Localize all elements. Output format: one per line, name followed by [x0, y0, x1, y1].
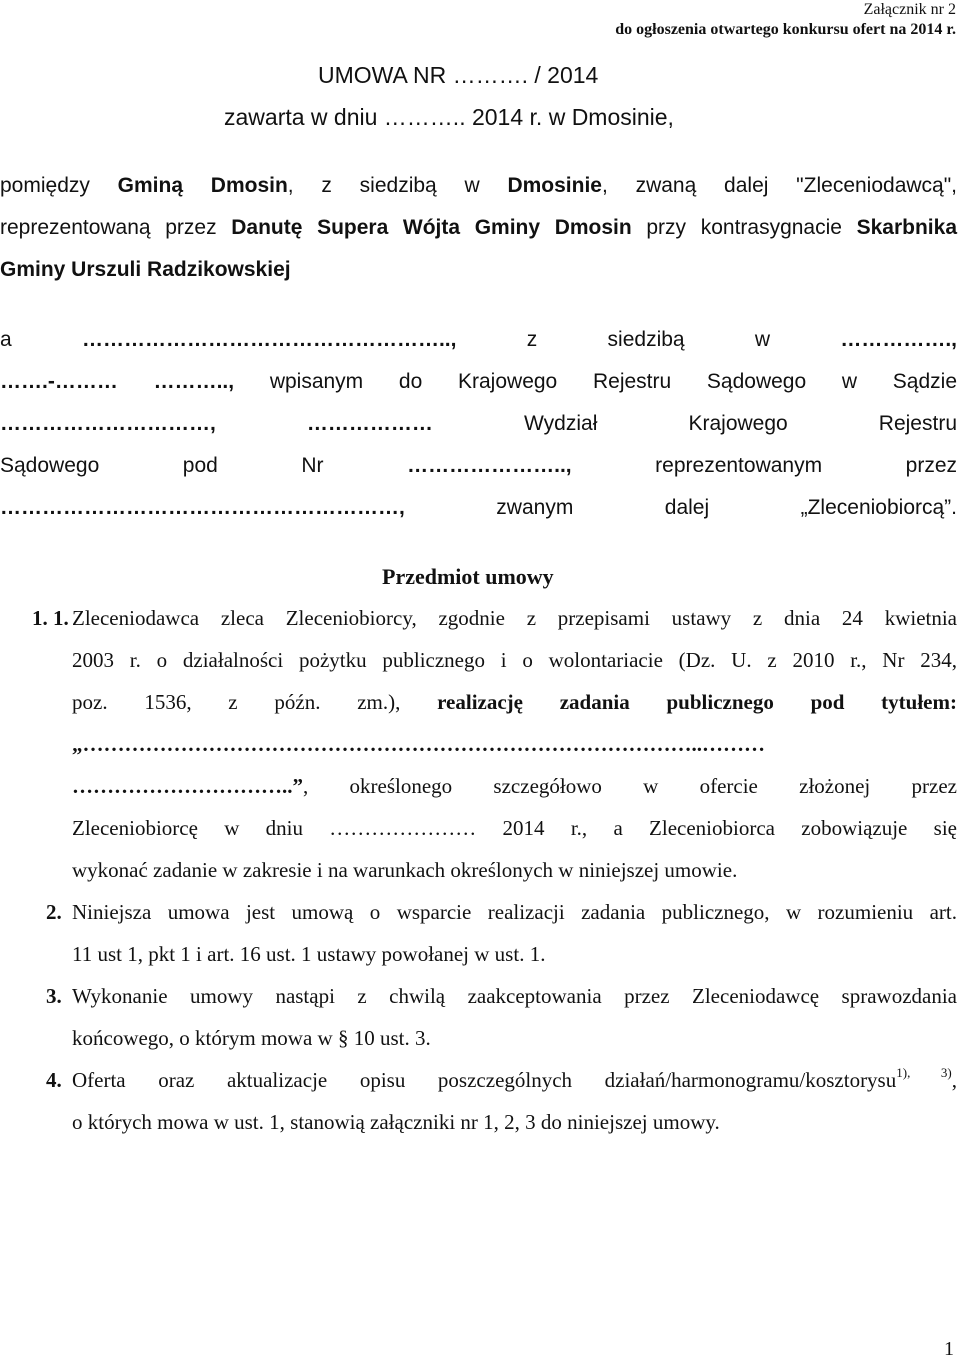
item-4-number: 4.	[46, 1068, 62, 1092]
item-1-line-6: Zleceniobiorcę w dniu ………………… 2014 r., a Zleceniobiorca zobowiązuje się	[72, 816, 957, 840]
item-1-number: 1. 1.	[32, 606, 69, 630]
party-line-3: Gminy Urszuli Radzikowskiej	[0, 258, 291, 281]
item-1-line-2: 2003 r. o działalności pożytku publicznego i o wolontariacie (Dz. U. z 2010 r., Nr 234,	[72, 648, 957, 672]
item-1-line-5: …………………………..”, określonego szczegółowo w ofercie złożonej przez	[72, 774, 957, 798]
item-1-title-placeholder: „……………………………………………………………………………..………	[72, 732, 765, 756]
section-title: Przedmiot umowy	[382, 564, 554, 589]
item-2-line-2: 11 ust 1, pkt 1 i art. 16 ust. 1 ustawy powołanej w ust. 1.	[72, 942, 546, 966]
footnote-ref: 1), 3)	[896, 1065, 952, 1080]
item-3-number: 3.	[46, 984, 62, 1008]
contractor-line-3: …………………………, ……………… Wydział Krajowego Rejestru	[0, 412, 957, 435]
contractor-line-1: a …………………………………………….., z siedzibą w …………….,	[0, 328, 957, 351]
item-2-line-1: Niniejsza umowa jest umową o wsparcie realizacji zadania publicznego, w rozumieniu art.	[72, 900, 957, 924]
contractor-line-4: Sądowego pod Nr ………………….., reprezentowanym przez	[0, 454, 957, 477]
contractor-line-2: …….-……… ……….., wpisanym do Krajowego Rejestru Sądowego w Sądzie	[0, 370, 957, 393]
page-number: 1	[944, 1338, 954, 1360]
announcement-label: do ogłoszenia otwartego konkursu ofert na 2014 r.	[615, 21, 956, 38]
attachment-label: Załącznik nr 2	[863, 1, 956, 18]
party-line-1: pomiędzy Gminą Dmosin, z siedzibą w Dmosinie, zwaną dalej "Zleceniodawcą",	[0, 174, 958, 197]
contract-date-place: zawarta w dniu ……….. 2014 r. w Dmosinie,	[224, 104, 674, 130]
item-3-line-2: końcowego, o którym mowa w § 10 ust. 3.	[72, 1026, 431, 1050]
party-line-2: reprezentowaną przez Danutę Supera Wójta Gminy Dmosin przy kontrasygnacie Skarbnika	[0, 216, 957, 239]
contractor-line-5: …………………………………………………, zwanym dalej „Zleceniobiorcą”.	[0, 496, 957, 519]
contract-number: UMOWA NR ………. / 2014	[318, 62, 599, 88]
item-1-line-3: poz. 1536, z późn. zm.), realizację zadania publicznego pod tytułem:	[72, 690, 957, 714]
item-2-number: 2.	[46, 900, 62, 924]
item-4-line-1: Oferta oraz aktualizacje opisu poszczególnych działań/harmonogramu/kosztorysu$^{1), 3)}$,	[72, 1065, 957, 1092]
item-3-line-1: Wykonanie umowy nastąpi z chwilą zaakceptowania przez Zleceniodawcę sprawozdania	[72, 984, 957, 1008]
item-4-line-2: o których mowa w ust. 1, stanowią załączniki nr 1, 2, 3 do niniejszej umowy.	[72, 1110, 720, 1134]
item-1-line-7: wykonać zadanie w zakresie i na warunkach określonych w niniejszej umowie.	[72, 858, 738, 882]
attachment-header	[615, 0, 956, 40]
item-1-line-1: Zleceniodawca zleca Zleceniobiorcy, zgodnie z przepisami ustawy z dnia 24 kwietnia	[72, 606, 957, 630]
